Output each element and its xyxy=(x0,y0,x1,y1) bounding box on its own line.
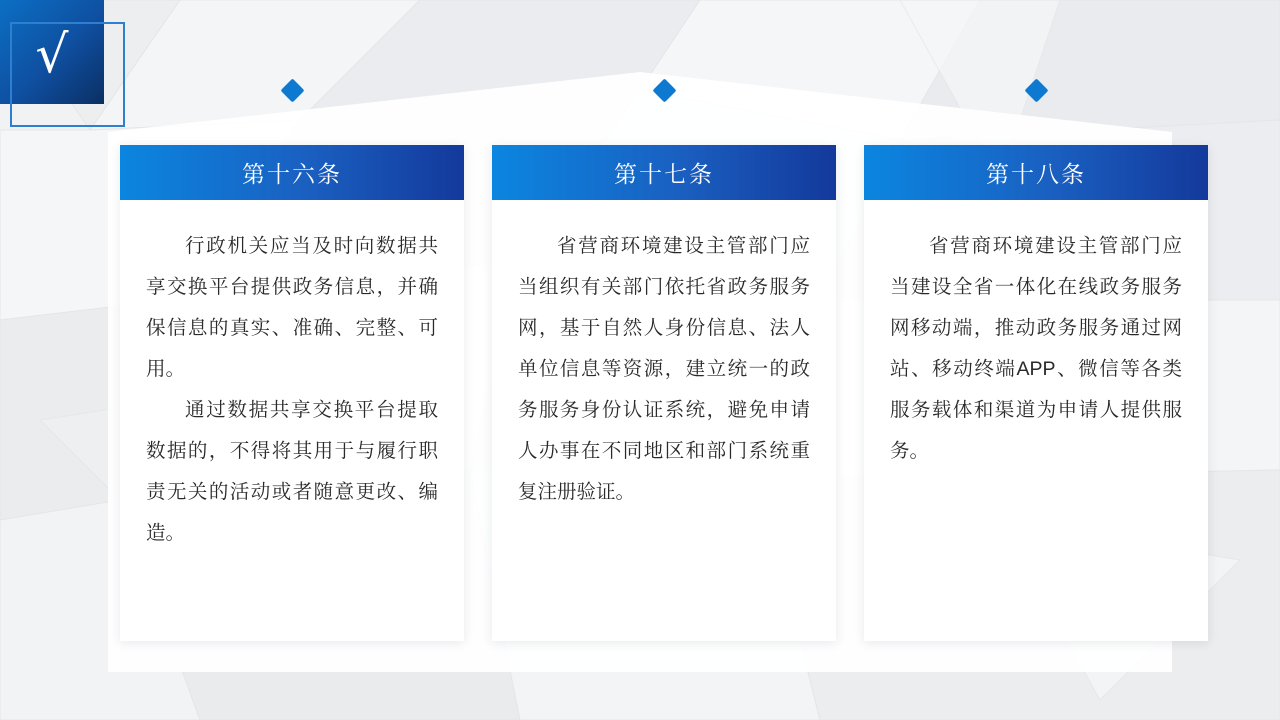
card-text xyxy=(864,200,1208,472)
check-mark-icon: √ xyxy=(35,25,69,85)
card-paragraph: 省营商环境建设主管部门应当建设全省一体化在线政务服务网移动端，推动政务服务通过网站、移动终端APP、微信等各类服务载体和渠道为申请人提供服务。 xyxy=(890,235,1182,462)
card-paragraph: 省营商环境建设主管部门应当组织有关部门依托省政务服务网，基于自然人身份信息、法人单位信息等资源，建立统一的政务服务身份认证系统，避免申请人办事在不同地区和部门系统重复注册验证。 xyxy=(518,235,810,503)
article-card xyxy=(120,64,464,659)
logo xyxy=(0,0,140,140)
card-paragraph: 行政机关应当及时向数据共享交换平台提供政务信息，并确保信息的真实、准确、完整、可用。 xyxy=(146,235,438,380)
card-body xyxy=(864,145,1208,641)
article-card xyxy=(864,64,1208,659)
card-text xyxy=(492,200,836,513)
card-title: 第十六条 xyxy=(120,145,464,200)
card-title: 第十七条 xyxy=(492,145,836,200)
card-body xyxy=(492,145,836,641)
diamond-icon xyxy=(652,78,676,102)
article-card xyxy=(492,64,836,659)
card-paragraph: 通过数据共享交换平台提取数据的，不得将其用于与履行职责无关的活动或者随意更改、编造。 xyxy=(146,399,438,544)
card-body xyxy=(120,145,464,641)
diamond-icon xyxy=(280,78,304,102)
card-text xyxy=(120,200,464,554)
diamond-icon xyxy=(1024,78,1048,102)
card-title: 第十八条 xyxy=(864,145,1208,200)
